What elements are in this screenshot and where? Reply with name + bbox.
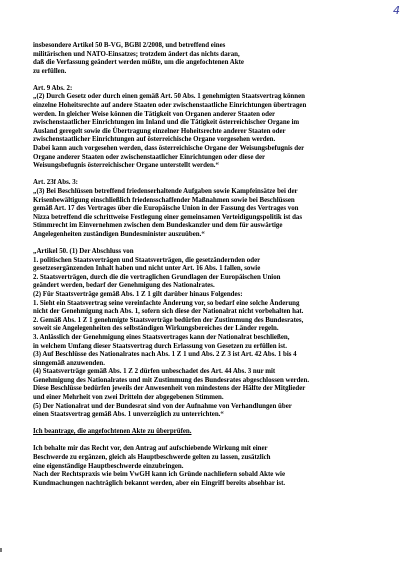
text-line: in welchem Umfang dieser Staatsvertrag durch Erlassung von Gesetzen zu erfüllen ist. [33,342,287,350]
text-line: Stimmrecht im Einvernehmen zwischen dem Bundeskanzler und dem für auswärtige [33,222,283,230]
text-line: 3. Anlässlich der Genehmigung eines Staatsvertrages kann der Nationalrat beschließen, [33,333,290,341]
text-line: 1. Sieht ein Staatsvertrag seine vereinfachte Änderung vor, so bedarf eine solche Änderung [33,299,300,307]
section-heading: Art. 9 Abs. 2: [33,84,73,92]
text-line: 2. Gemäß Abs. 1 Z 1 genehmigte Staatsverträge bedürfen der Zustimmung des Bundesrates, [33,316,304,324]
text-line: geändert werden, bedarf der Genehmigung des Nationalrates. [33,282,215,290]
text-line: zwischenstaatlicher Einrichtungen im Inland und die Tätigkeit österreichischer Organe im [33,119,300,127]
text-line: Ich behalte mir das Recht vor, den Antrag auf aufschiebende Wirkung mit einer [33,445,268,453]
text-line: Genehmigung des Nationalrates und mit Zustimmung des Bundesrates abgeschlossen werden. [33,376,310,384]
text-line: daß die Verfassung geändert werden müßte, um die angefochtenen Akte [33,59,244,67]
text-line: „(3) Bei Beschlüssen betreffend friedenserhaltende Aufgaben sowie Kampfeinsätze bei der [33,187,298,195]
text-line: (3) Auf Beschlüsse des Nationalrates nach Abs. 1 Z 1 und Abs. 2 Z 3 ist Art. 42 Abs. 1 bis 4 [33,351,297,359]
text-line: (5) Der Nationalrat und der Bundesrat sind von der Aufnahme von Verhandlungen über [33,402,292,410]
text-line: (4) Staatsverträge gemäß Abs. 1 Z 2 dürfen unbeschadet des Art. 44 Abs. 3 nur mit [33,368,276,376]
text-line: einzelne Hoheitsrechte auf andere Staaten oder zwischenstaatliche Einrichtungen übertragen [33,102,307,110]
text-line: sinngemäß anzuwenden. [33,359,105,367]
text-line: Organe anderer Staaten oder zwischenstaatlicher Einrichtungen oder diese der [33,153,266,161]
text-line: und einer Mehrheit von zwei Dritteln der abgegebenen Stimmen. [33,394,224,402]
text-line: militärischen und NATO-Einsatzes; trotzdem ändert das nichts daran, [33,50,240,58]
text-line: Weisungsbefugnis österreichischer Organe unterstellt werden.“ [33,162,219,170]
text-line: eine eigenständige Hauptbeschwerde einzubringen. [33,462,184,470]
text-line: einen Staatsvertrag gemäß Abs. 1 unverzüglich zu unterrichten.“ [33,411,224,419]
text-line: 1. politischen Staatsverträgen und Staatsverträgen, die gesetzändernden oder [33,256,261,264]
text-line: zwischenstaatlicher Einrichtungen auf österreichische Organe vorgesehen werden. [33,136,276,144]
text-line: Angelegenheiten zuständigen Bundesminister auszuüben.“ [33,230,205,238]
text-line: zu erfüllen. [33,67,67,75]
text-line: Ausland geregelt sowie die Übertragung einzelner Hoheitsrechte anderer Staaten oder [33,127,286,135]
text-line: Nach der Rechtspraxis wie beim VwGH kann ich Gründe nachliefern sobald Akte wie [33,471,286,479]
section-heading: Art. 23f Abs. 3: [33,179,78,187]
request-statement: Ich beantrage, die angefochtenen Akte zu überprüfen. [33,428,192,436]
text-line: 2. Staatsverträgen, durch die die vertraglichen Grundlagen der Europäischen Union [33,273,281,281]
paragraph-request [33,428,393,437]
paragraph-art-23f [33,179,393,239]
paragraph-intro [33,42,393,76]
document-body [33,42,393,497]
text-line: Krisenbewältigung einschließlich friedensschaffender Maßnahmen sowie bei Beschlüssen [33,196,295,204]
text-line: Beschwerde zu ergänzen, gleich als Hauptbeschwerde gelten zu lassen, zusätzlich [33,454,271,462]
text-line: Dabei kann auch vorgesehen werden, dass österreichische Organe der Weisungsbefugnis der [33,145,305,153]
text-line: soweit sie Angelegenheiten des selbständigen Wirkungsbereiches der Länder regeln. [33,325,279,333]
text-line: Diese Beschlüsse bedürfen jeweils der Anwesenheit von mindestens der Hälfte der Mitglieder [33,385,306,393]
text-line: „(2) Durch Gesetz oder durch einen gemäß Art. 50 Abs. 1 genehmigten Staatsvertrag können [33,93,305,101]
scan-mark [0,548,2,552]
paragraph-art-50 [33,248,393,420]
text-line: insbesondere Artikel 50 B-VG, BGBl 2/2008, und betreffend eines [33,42,226,49]
text-line: Kundmachungen nachträglich bekannt werden, aber ein Eingriff bereits absehbar ist. [33,479,286,487]
text-line: gemäß Art. 17 des Vertrages über die Europäische Union in der Fassung des Vertrages von [33,205,299,213]
page-number: 4 [393,4,400,17]
paragraph-art-9 [33,85,393,171]
text-line: nicht der Genehmigung nach Abs. 1, sofern sich diese der Nationalrat nicht vorbehalten hat. [33,308,304,316]
section-heading: „Artikel 50. (1) Der Abschluss von [33,247,134,255]
text-line: gesetzesergänzenden Inhalt haben und nicht unter Art. 16 Abs. 1 fallen, sowie [33,265,261,273]
text-line: Nizza betreffend die schrittweise Festlegung einer gemeinsamen Verteidigungspolitik ist das [33,213,303,221]
text-line: (2) Für Staatsverträge gemäß Abs. 1 Z 1 gilt darüber hinaus Folgendes: [33,290,243,298]
paragraph-reservation [33,445,393,488]
text-line: werden. In gleicher Weise können die Tätigkeit von Organen anderer Staaten oder [33,110,276,118]
